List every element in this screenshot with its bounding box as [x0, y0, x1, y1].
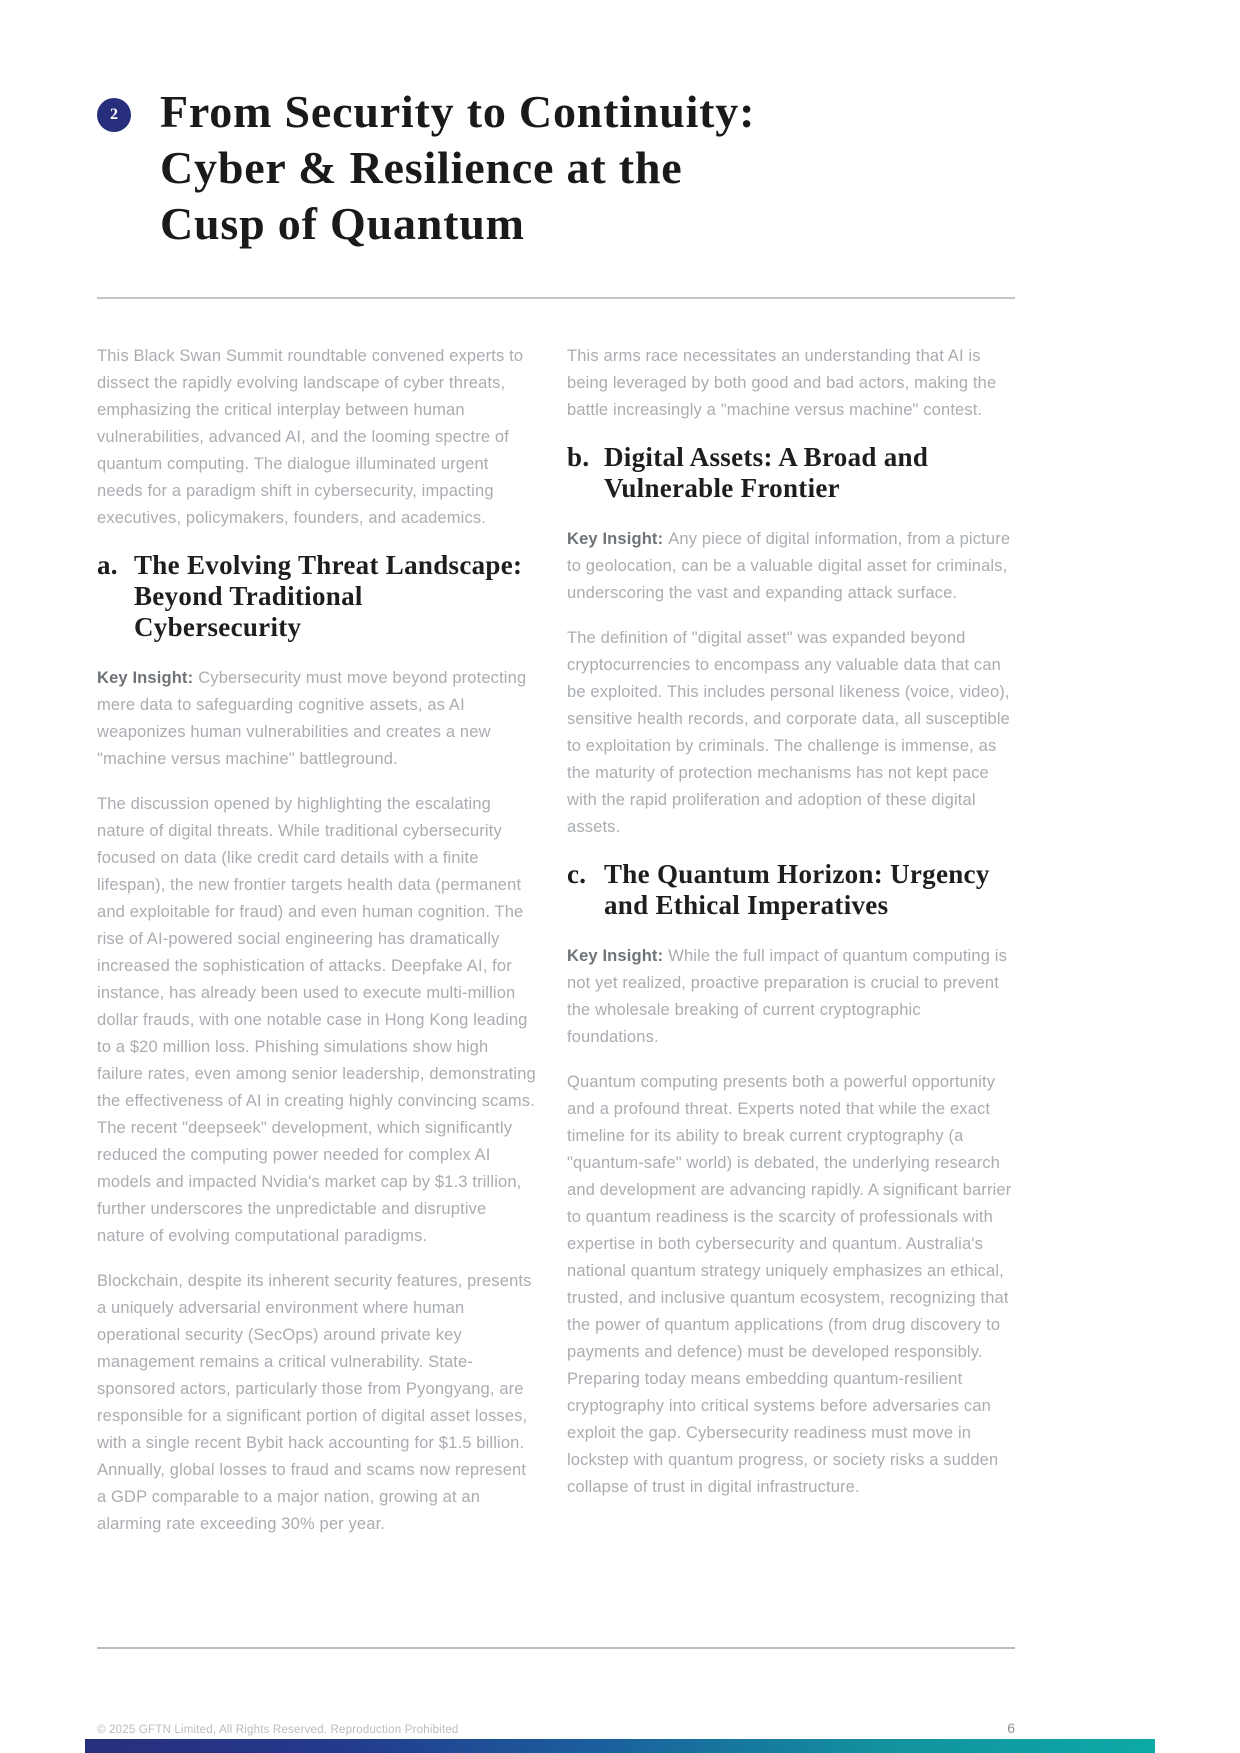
right-column — [567, 343, 1015, 1556]
section-b-marker: b. — [567, 442, 590, 472]
section-b-heading — [567, 442, 1015, 504]
two-column-body — [97, 343, 1015, 1556]
page-title — [160, 84, 755, 252]
section-c-key-insight — [567, 943, 1015, 1051]
section-b-key-insight — [567, 526, 1015, 607]
section-b-title: Digital Assets: A Broad and Vulnerable Frontier — [604, 442, 929, 503]
footer — [97, 1720, 1015, 1736]
title-block — [97, 84, 1015, 299]
key-insight-label: Key Insight: — [567, 947, 664, 965]
key-insight-text: While the full impact of quantum computing is not yet realized, proactive preparation is crucial to prevent the wholesale breaking of current cryptographic foundations. — [567, 947, 1007, 1046]
section-c-heading — [567, 859, 1015, 921]
page-title-line-3: Cusp of Quantum — [160, 198, 525, 249]
intro-paragraph: This Black Swan Summit roundtable convened experts to dissect the rapidly evolving landscape of cyber threats, emphasizing the critical interplay between human vulnerabilities, advanced AI, and the looming spectre of quantum computing. The dialogue illuminated urgent needs for a paradigm shift in cybersecurity, impacting executives, policymakers, founders, and academics. — [97, 347, 524, 527]
section-a-paragraph-2: Blockchain, despite its inherent security features, presents a uniquely adversarial environment where human operational security (SecOps) around private key management remains a critical vulnerability. State-sponsored actors, particularly those from Pyongyang, are responsible for a significant portion of digital asset losses, with a single recent Bybit hack accounting for $1.5 billion. Annually, global losses to fraud and scams now represent a GDP comparable to a major nation, growing at an alarming rate exceeding 30% per year. — [97, 1272, 532, 1533]
title-row — [97, 84, 1015, 252]
section-b-paragraph-1: The definition of "digital asset" was expanded beyond cryptocurrencies to encompass any valuable data that can be exploited. This includes personal likeness (voice, video), sensitive health records, and corporate data, all susceptible to exploitation by criminals. The challenge is immense, as the maturity of protection mechanisms has not kept pace with the rapid proliferation and adoption of these digital assets. — [567, 629, 1010, 836]
section-c-title: The Quantum Horizon: Urgency and Ethical Imperatives — [604, 859, 990, 920]
key-insight-label: Key Insight: — [97, 669, 194, 687]
section-a-key-insight — [97, 665, 537, 773]
key-insight-label: Key Insight: — [567, 530, 664, 548]
key-insight-text: Cybersecurity must move beyond protecting mere data to safeguarding cognitive assets, as AI weaponizes human vulnerabilities and creates a new "machine versus machine" battleground. — [97, 669, 527, 768]
page-title-line-1: From Security to Continuity: — [160, 86, 756, 137]
page-number: 6 — [1007, 1720, 1015, 1736]
footer-gradient-bar — [85, 1739, 1155, 1753]
section-a-paragraph-1: The discussion opened by highlighting the escalating nature of digital threats. While traditional cybersecurity focused on data (like credit card details with a finite lifespan), the new frontier targets health data (permanent and exploitable for fraud) and even human cognition. The rise of AI-powered social engineering has dramatically increased the sophistication of attacks. Deepfake AI, for instance, has already been used to execute multi-million dollar frauds, with one notable case in Hong Kong leading to a $20 million loss. Phishing simulations show high failure rates, even among senior leadership, demonstrating the effectiveness of AI in creating highly convincing scams. The recent "deepseek" development, which significantly reduced the computing power needed for complex AI models and impacted Nvidia's market cap by $1.3 trillion, further underscores the unpredictable and disruptive nature of evolving computational paradigms. — [97, 795, 536, 1245]
section-c-marker: c. — [567, 859, 587, 889]
key-insight-text: Any piece of digital information, from a picture to geolocation, can be a valuable digital asset for criminals, underscoring the vast and expanding attack surface. — [567, 530, 1011, 602]
section-c-paragraph-1: Quantum computing presents both a powerful opportunity and a profound threat. Experts noted that while the exact timeline for its ability to break current cryptography (a "quantum-safe" world) is debated, the underlying research and development are advancing rapidly. A significant barrier to quantum readiness is the scarcity of professionals with expertise in both cybersecurity and quantum. Australia's national quantum strategy uniquely emphasizes an ethical, trusted, and inclusive quantum ecosystem, recognizing that the power of quantum applications (from drug discovery to payments and defence) must be developed responsibly. Preparing today means embedding quantum-resilient cryptography into critical systems before adversaries can exploit the gap. Cybersecurity readiness must move in lockstep with quantum progress, or society risks a sudden collapse of trust in digital infrastructure. — [567, 1073, 1012, 1496]
section-a-heading — [97, 550, 537, 643]
section-number-badge — [97, 98, 131, 132]
section-number: 2 — [110, 106, 118, 123]
title-divider — [97, 297, 1015, 299]
section-a-marker: a. — [97, 550, 118, 580]
lead-paragraph: This arms race necessitates an understanding that AI is being leveraged by both good and bad actors, making the battle increasingly a "machine versus machine" contest. — [567, 347, 997, 419]
footer-divider — [97, 1647, 1015, 1649]
page-title-line-2: Cyber & Resilience at the — [160, 142, 683, 193]
copyright-notice: © 2025 GFTN Limited, All Rights Reserved. Reproduction Prohibited — [97, 1724, 459, 1736]
left-column — [97, 343, 537, 1556]
section-a-title: The Evolving Threat Landscape: Beyond Traditional Cybersecurity — [134, 550, 523, 642]
